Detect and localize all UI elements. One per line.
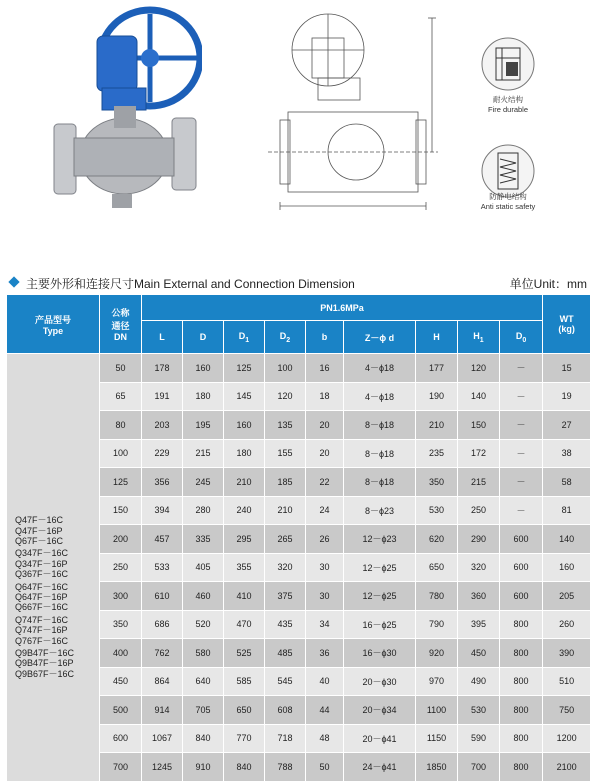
dimension-cell: 600	[500, 582, 543, 611]
type-item: Q747F－16C	[15, 614, 69, 625]
dimension-cell: 780	[416, 582, 458, 611]
type-item: Q767F－16C	[15, 635, 69, 646]
dimension-cell: 8－ϕ18	[344, 468, 416, 497]
dimension-cell: 530	[458, 696, 500, 725]
dimension-cell: －	[500, 496, 543, 525]
dimension-cell: 490	[458, 667, 500, 696]
section-header	[8, 274, 591, 292]
dimension-cell: 135	[265, 411, 306, 440]
dimension-cell: 16－ϕ30	[344, 639, 416, 668]
weight-cell: 27	[543, 411, 591, 440]
dimension-cell: 12－ϕ23	[344, 525, 416, 554]
dimension-cell: 1245	[142, 753, 183, 782]
dimension-cell: 545	[265, 667, 306, 696]
weight-cell: 510	[543, 667, 591, 696]
weight-cell: 390	[543, 639, 591, 668]
dimension-cell: 394	[142, 496, 183, 525]
dimension-cell: 600	[500, 525, 543, 554]
dn-cell: 450	[100, 667, 142, 696]
weight-cell: 38	[543, 439, 591, 468]
dimension-cell: 762	[142, 639, 183, 668]
type-item: Q47F－16C	[15, 515, 64, 526]
type-item: Q367F－16C	[15, 569, 69, 580]
dimension-cell: 1850	[416, 753, 458, 782]
dimension-cell: 210	[416, 411, 458, 440]
dn-cell: 400	[100, 639, 142, 668]
dimension-cell: 350	[416, 468, 458, 497]
column-header-d2: $D_2$	[265, 321, 306, 354]
dimension-cell: 191	[142, 382, 183, 411]
dimension-cell: －	[500, 439, 543, 468]
dimension-cell: 460	[183, 582, 224, 611]
dimension-cell: 178	[142, 354, 183, 383]
dimension-cell: 585	[224, 667, 265, 696]
dimension-cell: －	[500, 411, 543, 440]
weight-cell: 260	[543, 610, 591, 639]
dimension-cell: 160	[224, 411, 265, 440]
ball-valve-photo	[52, 6, 202, 216]
dimension-cell: 356	[142, 468, 183, 497]
valve-dimension-drawing	[258, 8, 443, 223]
dimension-cell: 800	[500, 667, 543, 696]
dimension-cell: 800	[500, 639, 543, 668]
dimension-cell: 770	[224, 724, 265, 753]
type-item: Q9B67F－16C	[15, 668, 75, 679]
dimension-cell: 800	[500, 724, 543, 753]
section-title: 主要外形和连接尺寸Main External and Connection Dimension	[26, 277, 355, 291]
dimension-cell: 20－ϕ34	[344, 696, 416, 725]
type-group	[15, 648, 99, 679]
dimension-cell: 235	[416, 439, 458, 468]
dimension-cell: 180	[183, 382, 224, 411]
dn-cell: 65	[100, 382, 142, 411]
dimension-cell: 12－ϕ25	[344, 582, 416, 611]
product-illustrations	[0, 0, 599, 260]
dimension-cell: 650	[224, 696, 265, 725]
dn-cell: 125	[100, 468, 142, 497]
dimension-table-wrap	[6, 294, 590, 782]
type-item: Q647F－16C	[15, 581, 69, 592]
dimension-cell: 650	[416, 553, 458, 582]
header-row-top	[7, 295, 591, 321]
dimension-cell: 250	[458, 496, 500, 525]
dimension-cell: 520	[183, 610, 224, 639]
dimension-cell: 320	[265, 553, 306, 582]
dimension-cell: －	[500, 382, 543, 411]
dimension-cell: 600	[500, 553, 543, 582]
dimension-cell: 155	[265, 439, 306, 468]
dimension-cell: 245	[183, 468, 224, 497]
dimension-cell: 718	[265, 724, 306, 753]
dimension-cell: 800	[500, 753, 543, 782]
weight-cell: 750	[543, 696, 591, 725]
dimension-cell: 4－ϕ18	[344, 354, 416, 383]
column-header-d1: $D_1$	[224, 321, 265, 354]
dimension-cell: 914	[142, 696, 183, 725]
type-item: Q347F－16C	[15, 548, 69, 559]
dimension-cell: 533	[142, 553, 183, 582]
dimension-cell: 240	[224, 496, 265, 525]
dimension-cell: 177	[416, 354, 458, 383]
dimension-cell: 26	[306, 525, 344, 554]
dimension-cell: 405	[183, 553, 224, 582]
dimension-cell: 30	[306, 582, 344, 611]
dn-cell: 500	[100, 696, 142, 725]
dimension-cell: 160	[183, 354, 224, 383]
column-header-b: b	[306, 321, 344, 354]
type-group	[15, 515, 99, 546]
dimension-cell: 150	[458, 411, 500, 440]
dn-cell: 250	[100, 553, 142, 582]
dimension-cell: 788	[265, 753, 306, 782]
dimension-cell: 610	[142, 582, 183, 611]
type-group	[15, 615, 99, 646]
dimension-cell: 22	[306, 468, 344, 497]
weight-cell: 1200	[543, 724, 591, 753]
dimension-cell: 195	[183, 411, 224, 440]
anti-static-label-en: Anti static safety	[480, 202, 536, 211]
dimension-cell: 375	[265, 582, 306, 611]
dimension-cell: 525	[224, 639, 265, 668]
dimension-cell: 145	[224, 382, 265, 411]
column-header-zd: Z－ϕ d	[344, 321, 416, 354]
dimension-cell: 686	[142, 610, 183, 639]
dimension-cell: 265	[265, 525, 306, 554]
dimension-cell: 590	[458, 724, 500, 753]
dimension-table	[6, 294, 591, 782]
dimension-cell: 8－ϕ18	[344, 439, 416, 468]
type-item: Q9B47F－16P	[15, 658, 74, 669]
column-header-h1: $H_1$	[458, 321, 500, 354]
unit-label: 单位Unit：mm	[509, 277, 587, 291]
dimension-cell: 360	[458, 582, 500, 611]
dimension-cell: 485	[265, 639, 306, 668]
dn-cell: 350	[100, 610, 142, 639]
dimension-cell: 229	[142, 439, 183, 468]
dimension-cell: 410	[224, 582, 265, 611]
dimension-cell: 172	[458, 439, 500, 468]
type-item: Q67F－16C	[15, 536, 64, 547]
dimension-cell: 8－ϕ18	[344, 411, 416, 440]
dimension-cell: 50	[306, 753, 344, 782]
diamond-bullet-icon	[8, 276, 19, 287]
dimension-cell: 530	[416, 496, 458, 525]
dimension-cell: 910	[183, 753, 224, 782]
dn-cell: 200	[100, 525, 142, 554]
dimension-cell: 1100	[416, 696, 458, 725]
dimension-cell: 800	[500, 610, 543, 639]
dimension-cell: 12－ϕ25	[344, 553, 416, 582]
dn-cell: 600	[100, 724, 142, 753]
dimension-cell: 280	[183, 496, 224, 525]
dimension-cell: 295	[224, 525, 265, 554]
dimension-cell: －	[500, 354, 543, 383]
dimension-cell: 457	[142, 525, 183, 554]
type-item: Q47F－16P	[15, 525, 63, 536]
dn-cell: 300	[100, 582, 142, 611]
dimension-cell: 4－ϕ18	[344, 382, 416, 411]
column-header-l: L	[142, 321, 183, 354]
dimension-cell: 840	[183, 724, 224, 753]
dimension-cell: 30	[306, 553, 344, 582]
dimension-cell: 190	[416, 382, 458, 411]
dimension-cell: 215	[183, 439, 224, 468]
dimension-cell: 203	[142, 411, 183, 440]
dimension-cell: 864	[142, 667, 183, 696]
dimension-cell: 320	[458, 553, 500, 582]
dimension-cell: 185	[265, 468, 306, 497]
dn-header: 公称 通径 DN	[100, 295, 142, 354]
dimension-cell: 8－ϕ23	[344, 496, 416, 525]
dimension-cell: 215	[458, 468, 500, 497]
dimension-cell: 435	[265, 610, 306, 639]
type-list-cell	[7, 354, 100, 782]
anti-static-detail	[476, 143, 540, 199]
weight-cell: 205	[543, 582, 591, 611]
column-header-h: H	[416, 321, 458, 354]
dimension-cell: 36	[306, 639, 344, 668]
dimension-cell: 120	[265, 382, 306, 411]
dimension-cell: 210	[265, 496, 306, 525]
fire-durable-label-cn: 耐火结构	[493, 95, 523, 104]
dimension-cell: 705	[183, 696, 224, 725]
dimension-cell: 335	[183, 525, 224, 554]
weight-cell: 19	[543, 382, 591, 411]
dimension-cell: 100	[265, 354, 306, 383]
dimension-cell: 970	[416, 667, 458, 696]
dimension-cell: 18	[306, 382, 344, 411]
dimension-cell: 790	[416, 610, 458, 639]
dimension-cell: 1067	[142, 724, 183, 753]
dimension-cell: 125	[224, 354, 265, 383]
dimension-cell: 24－ϕ41	[344, 753, 416, 782]
column-header-d0: $D_0$	[500, 321, 543, 354]
dimension-cell: 620	[416, 525, 458, 554]
dn-cell: 50	[100, 354, 142, 383]
dimension-cell: 700	[458, 753, 500, 782]
weight-cell: 2100	[543, 753, 591, 782]
dn-cell: 150	[100, 496, 142, 525]
dimension-cell: 34	[306, 610, 344, 639]
dimension-cell: 920	[416, 639, 458, 668]
dimension-cell: 24	[306, 496, 344, 525]
wt-header: WT (kg)	[543, 295, 591, 354]
dn-cell: 700	[100, 753, 142, 782]
column-header-d: D	[183, 321, 224, 354]
dimension-cell: 20	[306, 439, 344, 468]
dimension-cell: 140	[458, 382, 500, 411]
dimension-cell: 20－ϕ41	[344, 724, 416, 753]
dimension-cell: 470	[224, 610, 265, 639]
fire-durable-detail	[476, 36, 540, 92]
dimension-cell: 20－ϕ30	[344, 667, 416, 696]
anti-static-label-cn: 防静电结构	[489, 192, 527, 201]
type-group	[15, 548, 99, 579]
dimension-cell: 1150	[416, 724, 458, 753]
dimension-cell: 355	[224, 553, 265, 582]
dimension-cell: 210	[224, 468, 265, 497]
weight-cell: 160	[543, 553, 591, 582]
dimension-cell: 16－ϕ25	[344, 610, 416, 639]
dimension-cell: －	[500, 468, 543, 497]
dimension-cell: 290	[458, 525, 500, 554]
dimension-cell: 120	[458, 354, 500, 383]
dimension-cell: 450	[458, 639, 500, 668]
type-item: Q347F－16P	[15, 558, 68, 569]
dimension-cell: 40	[306, 667, 344, 696]
weight-cell: 58	[543, 468, 591, 497]
type-item: Q667F－16C	[15, 602, 69, 613]
dimension-cell: 48	[306, 724, 344, 753]
dimension-cell: 16	[306, 354, 344, 383]
dimension-cell: 608	[265, 696, 306, 725]
dimension-cell: 840	[224, 753, 265, 782]
dimension-cell: 20	[306, 411, 344, 440]
table-row	[7, 354, 591, 383]
weight-cell: 81	[543, 496, 591, 525]
weight-cell: 140	[543, 525, 591, 554]
pn-header: PN1.6MPa	[142, 295, 543, 321]
dimension-cell: 800	[500, 696, 543, 725]
type-item: Q747F－16P	[15, 625, 68, 636]
weight-cell: 15	[543, 354, 591, 383]
fire-durable-label-en: Fire durable	[487, 105, 529, 114]
dn-cell: 100	[100, 439, 142, 468]
type-item: Q9B47F－16C	[15, 648, 75, 659]
type-header: 产品型号 Type	[7, 295, 100, 354]
dn-cell: 80	[100, 411, 142, 440]
dimension-cell: 580	[183, 639, 224, 668]
dimension-cell: 44	[306, 696, 344, 725]
dimension-cell: 395	[458, 610, 500, 639]
type-group	[15, 582, 99, 613]
dimension-cell: 640	[183, 667, 224, 696]
dimension-cell: 180	[224, 439, 265, 468]
type-item: Q647F－16P	[15, 592, 68, 603]
